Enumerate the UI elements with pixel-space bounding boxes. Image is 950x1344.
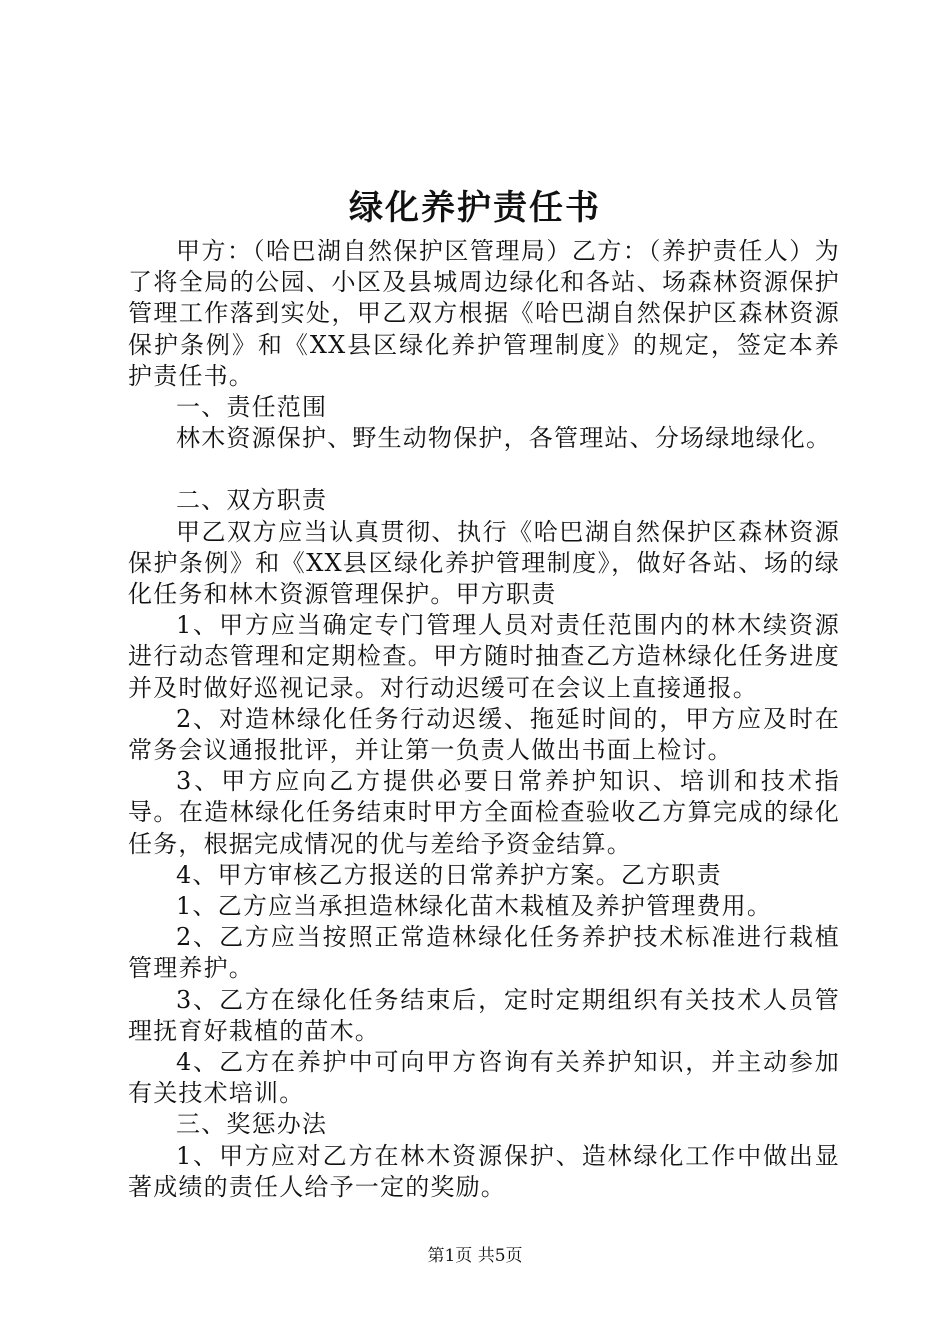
paragraph-party-b-duty-1: 1、乙方应当承担造林绿化苗木栽植及养护管理费用。 <box>176 892 773 921</box>
paragraph-party-b-duty-4: 4、乙方在养护中可向甲方咨询有关养护知识，并主动参加有关技术培训。 <box>128 1048 840 1108</box>
paragraph-party-a-duty-1: 1、甲方应当确定专门管理人员对责任范围内的林木续资源进行动态管理和定期检查。甲方随时抽查乙方造林绿化任务进度并及时做好巡视记录。对行动迟缓可在会议上直接通报。 <box>128 611 840 702</box>
paragraph-intro: 甲方：（哈巴湖自然保护区管理局）乙方：（养护责任人）为了将全局的公园、小区及县城周边绿化和各站、场森林资源保护管理工作落到实处，甲乙双方根据《哈巴湖自然保护区森林资源保护条例》和《XX县区绿化养护管理制度》的规定，签定本养护责任书。 <box>128 237 840 390</box>
paragraph-party-b-duty-3: 3、乙方在绿化任务结束后，定时定期组织有关技术人员管理抚育好栽植的苗木。 <box>128 985 840 1045</box>
section-heading-duties: 二、双方职责 <box>176 486 328 515</box>
document-title: 绿化养护责任书 <box>349 188 601 228</box>
paragraph-party-a-duty-2: 2、对造林绿化任务行动迟缓、拖延时间的，甲方应及时在常务会议通报批评，并让第一负责人做出书面上检讨。 <box>128 704 840 765</box>
paragraph-scope: 林木资源保护、野生动物保护，各管理站、分场绿地绿化。 <box>176 424 832 453</box>
paragraph-rewards-1: 1、甲方应对乙方在林木资源保护、造林绿化工作中做出显著成绩的责任人给予一定的奖励。 <box>128 1141 840 1201</box>
paragraph-duties-intro: 甲乙双方应当认真贯彻、执行《哈巴湖自然保护区森林资源保护条例》和《XX县区绿化养护管理制度》，做好各站、场的绿化任务和林木资源管理保护。甲方职责 <box>128 517 840 609</box>
section-heading-scope: 一、责任范围 <box>176 393 328 422</box>
paragraph-party-a-duty-4: 4、甲方审核乙方报送的日常养护方案。乙方职责 <box>176 860 722 889</box>
section-heading-rewards: 三、奖惩办法 <box>176 1110 328 1139</box>
document-body <box>128 236 840 1203</box>
paragraph-party-b-duty-2: 2、乙方应当按照正常造林绿化任务养护技术标准进行栽植管理养护。 <box>128 923 840 983</box>
paragraph-party-a-duty-3: 3、甲方应向乙方提供必要日常养护知识、培训和技术指导。在造林绿化任务结束时甲方全面检查验收乙方算完成的绿化任务，根据完成情况的优与差给予资金结算。 <box>128 767 840 858</box>
page-footer: 第1页 共5页 <box>427 1246 523 1266</box>
